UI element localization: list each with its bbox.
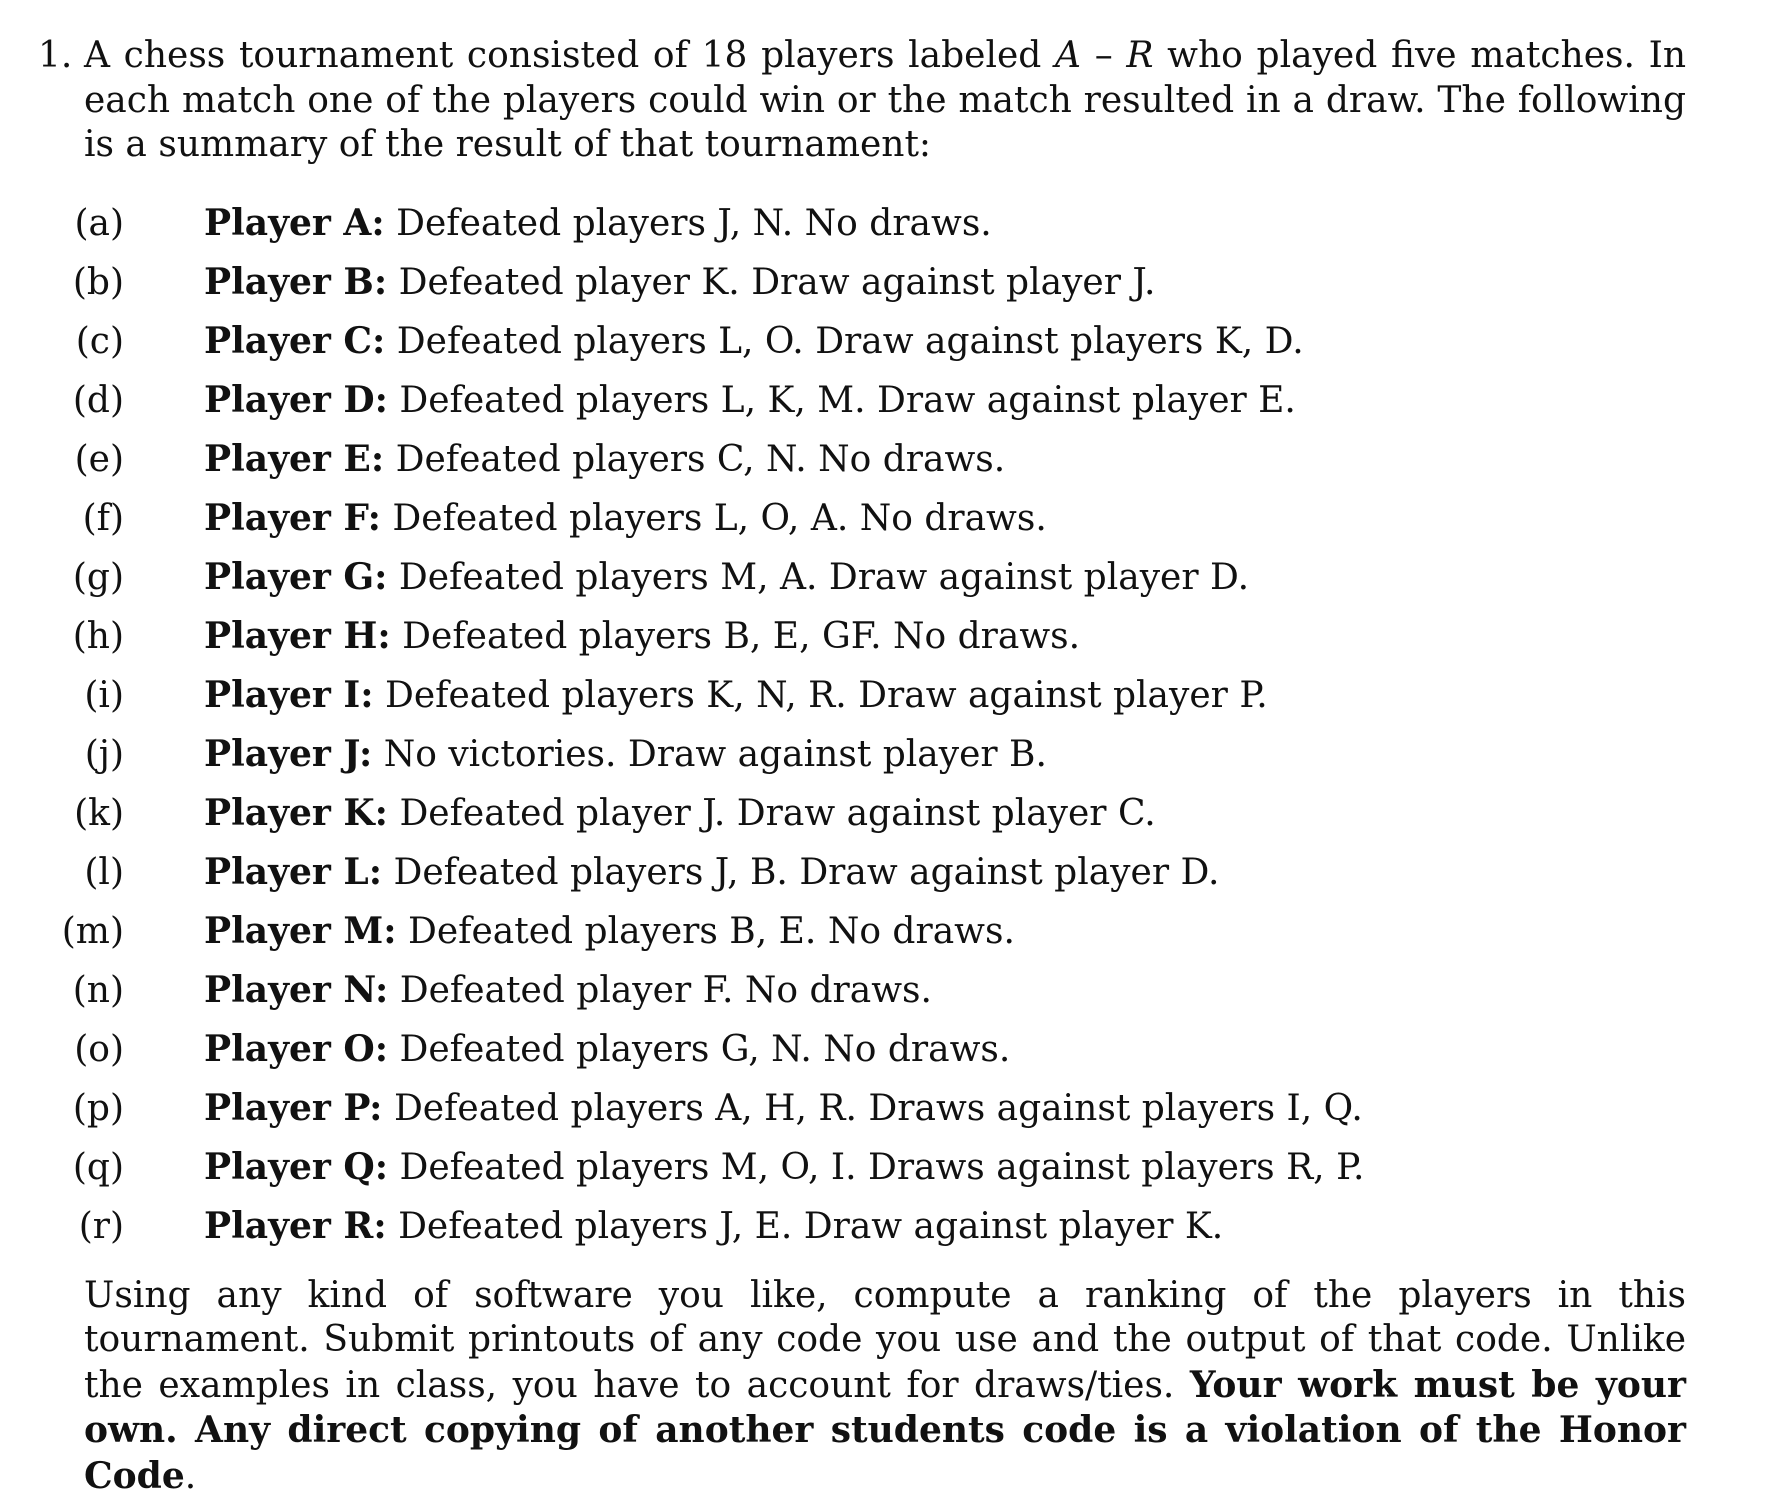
problem-intro bbox=[84, 34, 1686, 168]
item-result-text: Defeated players B, E, GF. No draws. bbox=[402, 616, 1080, 657]
item-result-text: Defeated player F. No draws. bbox=[400, 970, 932, 1011]
list-item bbox=[84, 843, 1686, 902]
list-item bbox=[84, 312, 1686, 371]
item-result-text: Defeated players M, O, I. Draws against players R, P. bbox=[400, 1147, 1365, 1188]
closing-paragraph bbox=[84, 1274, 1686, 1499]
item-player: Player A: bbox=[204, 202, 385, 244]
list-item bbox=[84, 489, 1686, 548]
item-body bbox=[204, 194, 992, 253]
item-result-text: Defeated players J, B. Draw against player D. bbox=[393, 852, 1219, 893]
item-body bbox=[204, 548, 1249, 607]
item-label: (i) bbox=[24, 666, 124, 725]
item-body bbox=[204, 312, 1304, 371]
item-body bbox=[204, 1020, 1010, 1079]
list-item bbox=[84, 548, 1686, 607]
problem-1 bbox=[38, 34, 1686, 1499]
item-player: Player N: bbox=[204, 969, 388, 1011]
item-result-text: Defeated players A, H, R. Draws against players I, Q. bbox=[394, 1088, 1363, 1129]
item-result-text: Defeated players L, O. Draw against players K, D. bbox=[397, 321, 1304, 362]
item-player: Player J: bbox=[204, 733, 372, 775]
list-item bbox=[84, 961, 1686, 1020]
item-player: Player K: bbox=[204, 792, 388, 834]
item-result-text: Defeated players J, E. Draw against player K. bbox=[398, 1206, 1223, 1247]
item-label: (r) bbox=[24, 1197, 124, 1256]
item-label: (j) bbox=[24, 725, 124, 784]
list-item bbox=[84, 666, 1686, 725]
intro-math-a: A bbox=[1055, 35, 1081, 76]
item-player: Player L: bbox=[204, 851, 382, 893]
list-item bbox=[84, 784, 1686, 843]
item-label: (c) bbox=[24, 312, 124, 371]
list-item bbox=[84, 430, 1686, 489]
item-player: Player Q: bbox=[204, 1146, 388, 1188]
item-label: (e) bbox=[24, 430, 124, 489]
item-result-text: Defeated players B, E. No draws. bbox=[408, 911, 1015, 952]
closing-period: . bbox=[185, 1456, 196, 1497]
item-label: (q) bbox=[24, 1138, 124, 1197]
problem-number: 1. bbox=[38, 34, 72, 78]
item-result-text: Defeated players M, A. Draw against player D. bbox=[399, 557, 1249, 598]
item-label: (h) bbox=[24, 607, 124, 666]
list-item bbox=[84, 194, 1686, 253]
item-player: Player B: bbox=[204, 261, 387, 303]
item-player: Player O: bbox=[204, 1028, 388, 1070]
item-body bbox=[204, 607, 1080, 666]
intro-math-r: R bbox=[1126, 35, 1153, 76]
item-label: (p) bbox=[24, 1079, 124, 1138]
item-label: (b) bbox=[24, 253, 124, 312]
item-result-text: Defeated players L, K, M. Draw against player E. bbox=[399, 380, 1296, 421]
item-player: Player I: bbox=[204, 674, 374, 716]
item-result-text: No victories. Draw against player B. bbox=[384, 734, 1047, 775]
item-result-text: Defeated player K. Draw against player J. bbox=[399, 262, 1156, 303]
item-player: Player H: bbox=[204, 615, 391, 657]
item-body bbox=[204, 489, 1047, 548]
item-label: (o) bbox=[24, 1020, 124, 1079]
item-body bbox=[204, 253, 1155, 312]
item-body bbox=[204, 961, 932, 1020]
item-player: Player D: bbox=[204, 379, 388, 421]
item-body bbox=[204, 371, 1296, 430]
item-player: Player E: bbox=[204, 438, 384, 480]
item-result-text: Defeated players K, N, R. Draw against player P. bbox=[385, 675, 1268, 716]
item-result-text: Defeated player J. Draw against player C. bbox=[399, 793, 1155, 834]
list-item bbox=[84, 1197, 1686, 1256]
list-item bbox=[84, 1020, 1686, 1079]
item-label: (d) bbox=[24, 371, 124, 430]
item-body bbox=[204, 1138, 1364, 1197]
item-label: (l) bbox=[24, 843, 124, 902]
list-item bbox=[84, 371, 1686, 430]
item-result-text: Defeated players L, O, A. No draws. bbox=[392, 498, 1046, 539]
item-result-text: Defeated players C, N. No draws. bbox=[396, 439, 1006, 480]
closing-text: Using any kind of software you like, compute a ranking of the players in this tournament. Submit printouts of any code you use and the output of that code. Unlike the examples in class, you have to account for draws/ties. bbox=[84, 1275, 1686, 1406]
intro-dash: – bbox=[1081, 35, 1126, 76]
item-body bbox=[204, 666, 1268, 725]
item-label: (k) bbox=[24, 784, 124, 843]
intro-text: A chess tournament consisted of 18 players labeled bbox=[84, 35, 1055, 76]
honor-code-notice: Your work must be your own. Any direct copying of another students code is a violation of the Honor Code bbox=[84, 1364, 1686, 1497]
item-result-text: Defeated players G, N. No draws. bbox=[400, 1029, 1011, 1070]
item-body bbox=[204, 1197, 1223, 1256]
item-body bbox=[204, 784, 1156, 843]
item-label: (f) bbox=[24, 489, 124, 548]
item-body bbox=[204, 902, 1015, 961]
item-label: (g) bbox=[24, 548, 124, 607]
item-label: (m) bbox=[24, 902, 124, 961]
item-body bbox=[204, 725, 1047, 784]
list-item bbox=[84, 607, 1686, 666]
intro-text-rest: who played five matches. In each match one of the players could win or the match resulted in a draw. The following is a summary of the result of that tournament: bbox=[84, 35, 1686, 165]
item-player: Player F: bbox=[204, 497, 381, 539]
item-body bbox=[204, 1079, 1363, 1138]
item-result-text: Defeated players J, N. No draws. bbox=[396, 203, 992, 244]
item-label: (a) bbox=[24, 194, 124, 253]
list-item bbox=[84, 1079, 1686, 1138]
item-player: Player C: bbox=[204, 320, 385, 362]
list-item bbox=[84, 902, 1686, 961]
item-player: Player P: bbox=[204, 1087, 382, 1129]
list-item bbox=[84, 253, 1686, 312]
item-player: Player M: bbox=[204, 910, 397, 952]
list-item bbox=[84, 1138, 1686, 1197]
list-item bbox=[84, 725, 1686, 784]
item-body bbox=[204, 430, 1005, 489]
item-player: Player R: bbox=[204, 1205, 387, 1247]
results-list bbox=[84, 194, 1686, 1256]
item-body bbox=[204, 843, 1220, 902]
item-label: (n) bbox=[24, 961, 124, 1020]
item-player: Player G: bbox=[204, 556, 387, 598]
